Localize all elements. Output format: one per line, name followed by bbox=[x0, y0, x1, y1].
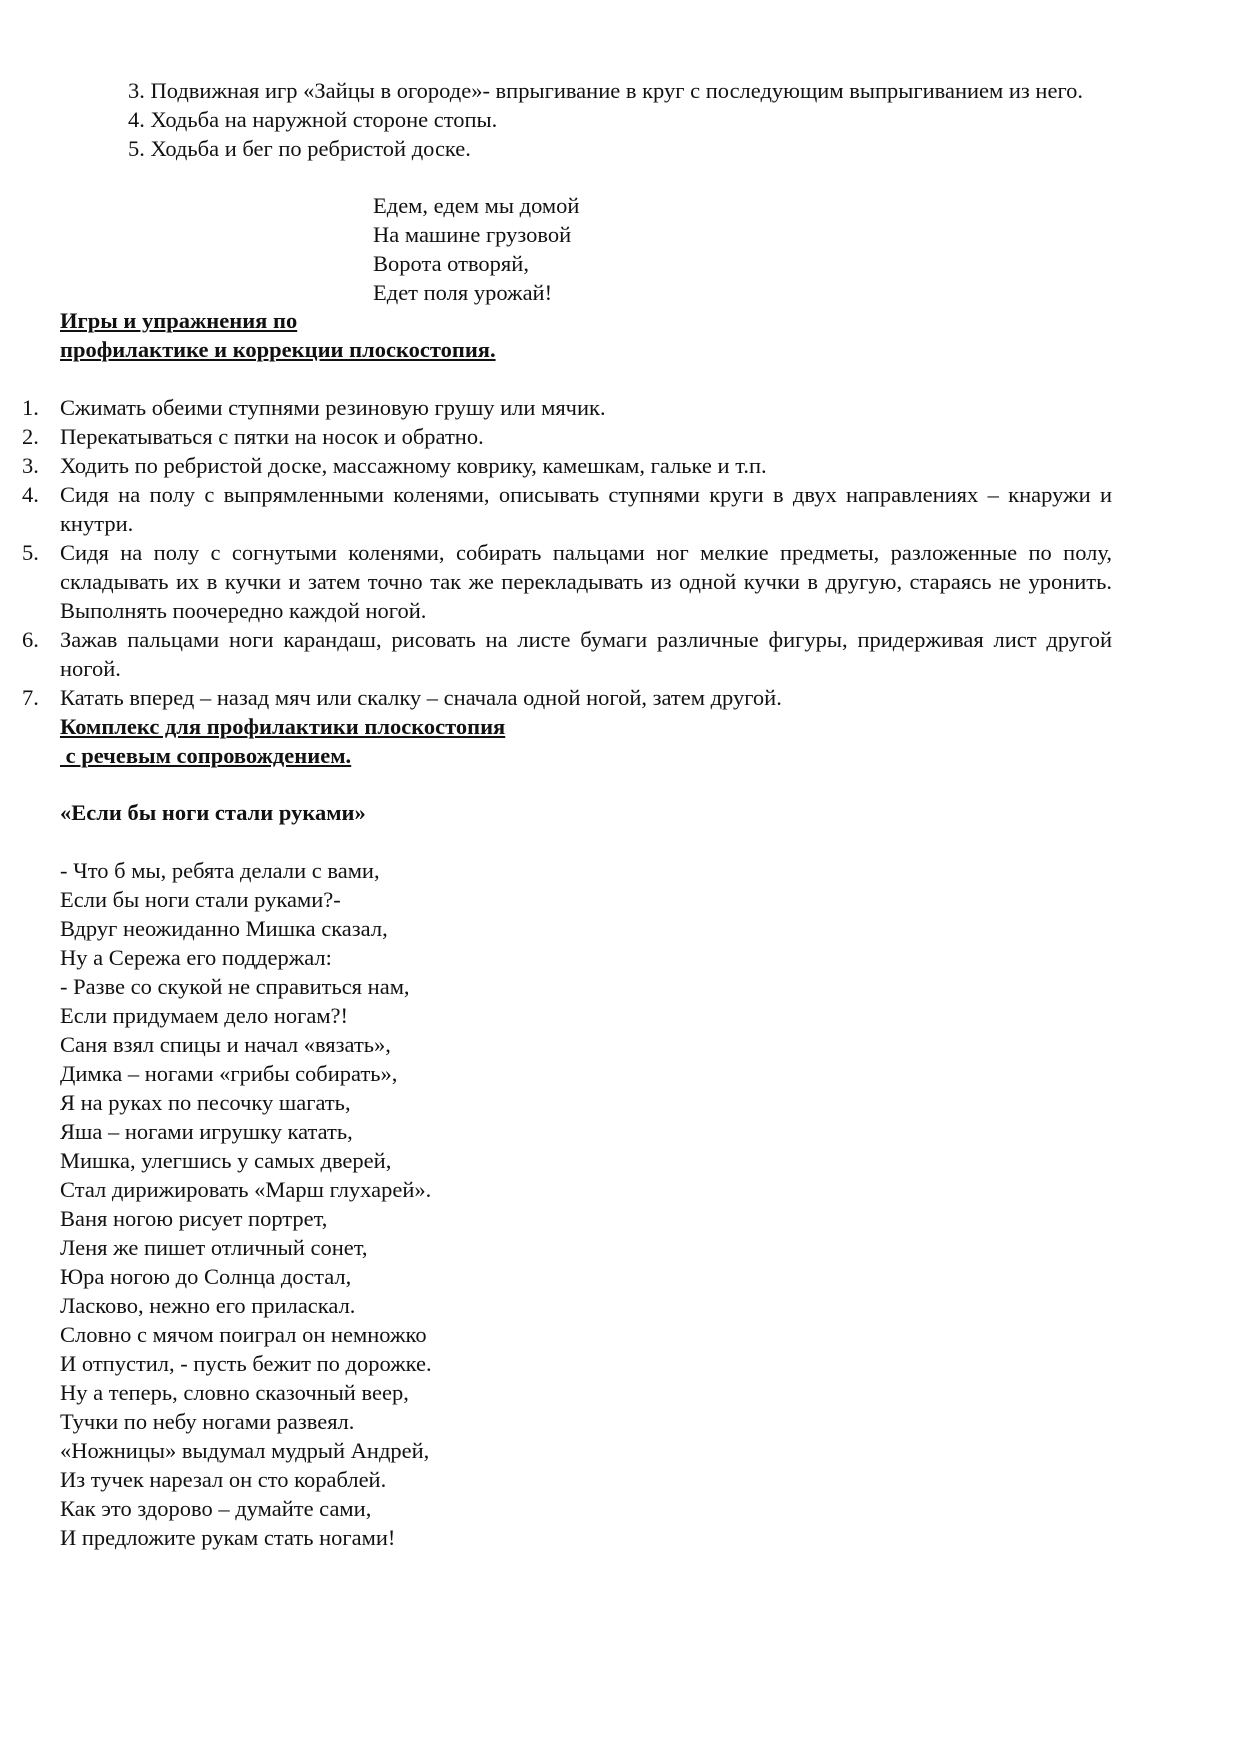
section-heading-line: Игры и упражнения по bbox=[60, 308, 298, 333]
top-list-item: 3. Подвижная игр «Зайцы в огороде»- впрыгивание в круг с последующим выпрыгиванием из него. bbox=[128, 78, 1083, 103]
poem-line: Юра ногою до Солнца достал, bbox=[60, 1264, 352, 1289]
main-poem bbox=[60, 856, 432, 1552]
short-poem-line: На машине грузовой bbox=[373, 222, 572, 247]
poem-line: Димка – ногами «грибы собирать», bbox=[60, 1061, 398, 1086]
exercise-item bbox=[0, 451, 1112, 480]
poem-line: Как это здорово – думайте сами, bbox=[60, 1496, 372, 1521]
exercise-item bbox=[0, 538, 1112, 625]
poem-line: Яша – ногами игрушку катать, bbox=[60, 1119, 353, 1144]
short-poem-line: Ворота отворяй, bbox=[373, 251, 529, 276]
poem-line: Словно с мячом поиграл он немножко bbox=[60, 1322, 427, 1347]
exercise-number: 5. bbox=[22, 540, 39, 565]
exercise-text: Ходить по ребристой доске, массажному коврику, камешкам, гальке и т.п. bbox=[60, 453, 767, 478]
exercise-text: Сидя на полу с выпрямленными коленями, описывать ступнями круги в двух направлениях – кнаружи и кнутри. bbox=[60, 482, 1112, 536]
top-list-item: 5. Ходьба и бег по ребристой доске. bbox=[128, 136, 471, 161]
poem-line: Если бы ноги стали руками?- bbox=[60, 887, 341, 912]
exercise-number: 2. bbox=[22, 424, 39, 449]
section-heading-prevention-complex bbox=[60, 712, 505, 770]
exercise-item bbox=[0, 393, 1112, 422]
exercise-number: 4. bbox=[22, 482, 39, 507]
poem-line: «Ножницы» выдумал мудрый Андрей, bbox=[60, 1438, 430, 1463]
poem-line: Тучки по небу ногами развеял. bbox=[60, 1409, 355, 1434]
poem-line: Если придумаем дело ногам?! bbox=[60, 1003, 349, 1028]
top-exercise-list bbox=[128, 76, 1168, 163]
exercise-number: 3. bbox=[22, 453, 39, 478]
exercise-text: Сжимать обеими ступнями резиновую грушу или мячик. bbox=[60, 395, 606, 420]
short-poem bbox=[373, 191, 579, 307]
short-poem-line: Едет поля урожай! bbox=[373, 280, 553, 305]
poem-line: Из тучек нарезал он сто кораблей. bbox=[60, 1467, 387, 1492]
poem-line: Вдруг неожиданно Мишка сказал, bbox=[60, 916, 388, 941]
poem-line: - Разве со скукой не справиться нам, bbox=[60, 974, 410, 999]
poem-line: - Что б мы, ребята делали с вами, bbox=[60, 858, 380, 883]
poem-line: Ласково, нежно его приласкал. bbox=[60, 1293, 356, 1318]
top-list-item: 4. Ходьба на наружной стороне стопы. bbox=[128, 107, 498, 132]
poem-line: Я на руках по песочку шагать, bbox=[60, 1090, 351, 1115]
poem-line: Мишка, улегшись у самых дверей, bbox=[60, 1148, 392, 1173]
poem-line: Саня взял спицы и начал «вязать», bbox=[60, 1032, 391, 1057]
poem-line: Стал дирижировать «Марш глухарей». bbox=[60, 1177, 432, 1202]
section-heading-line: с речевым сопровождением. bbox=[60, 743, 352, 768]
exercise-text: Катать вперед – назад мяч или скалку – сначала одной ногой, затем другой. bbox=[60, 685, 782, 710]
exercise-text: Сидя на полу с согнутыми коленями, собирать пальцами ног мелкие предметы, разложенные по полу, складывать их в кучки и затем точно так же перекладывать из одной кучки в другую, стараясь не уронить. Выполнять поочередно каждой ногой. bbox=[60, 540, 1112, 623]
exercise-item bbox=[0, 480, 1112, 538]
exercise-list bbox=[0, 393, 1112, 712]
exercise-item bbox=[0, 683, 1112, 712]
short-poem-line: Едем, едем мы домой bbox=[373, 193, 580, 218]
poem-line: Ну а Сережа его поддержал: bbox=[60, 945, 332, 970]
poem-line: И предложите рукам стать ногами! bbox=[60, 1525, 396, 1550]
exercise-text: Перекатываться с пятки на носок и обратно. bbox=[60, 424, 484, 449]
exercise-text: Зажав пальцами ноги карандаш, рисовать на листе бумаги различные фигуры, придерживая лист другой ногой. bbox=[60, 627, 1112, 681]
poem-line: Ваня ногою рисует портрет, bbox=[60, 1206, 328, 1231]
exercise-item bbox=[0, 422, 1112, 451]
exercise-number: 7. bbox=[22, 685, 39, 710]
poem-line: Ну а теперь, словно сказочный веер, bbox=[60, 1380, 409, 1405]
exercise-item bbox=[0, 625, 1112, 683]
exercise-number: 1. bbox=[22, 395, 39, 420]
section-heading-line: профилактике и коррекции плоскостопия. bbox=[60, 337, 496, 362]
poem-line: И отпустил, - пусть бежит по дорожке. bbox=[60, 1351, 432, 1376]
section-heading-flatfoot-games bbox=[60, 306, 496, 364]
section-heading-line: Комплекс для профилактики плоскостопия bbox=[60, 714, 506, 739]
exercise-number: 6. bbox=[22, 627, 39, 652]
poem-title: «Если бы ноги стали руками» bbox=[60, 800, 366, 825]
poem-line: Леня же пишет отличный сонет, bbox=[60, 1235, 368, 1260]
